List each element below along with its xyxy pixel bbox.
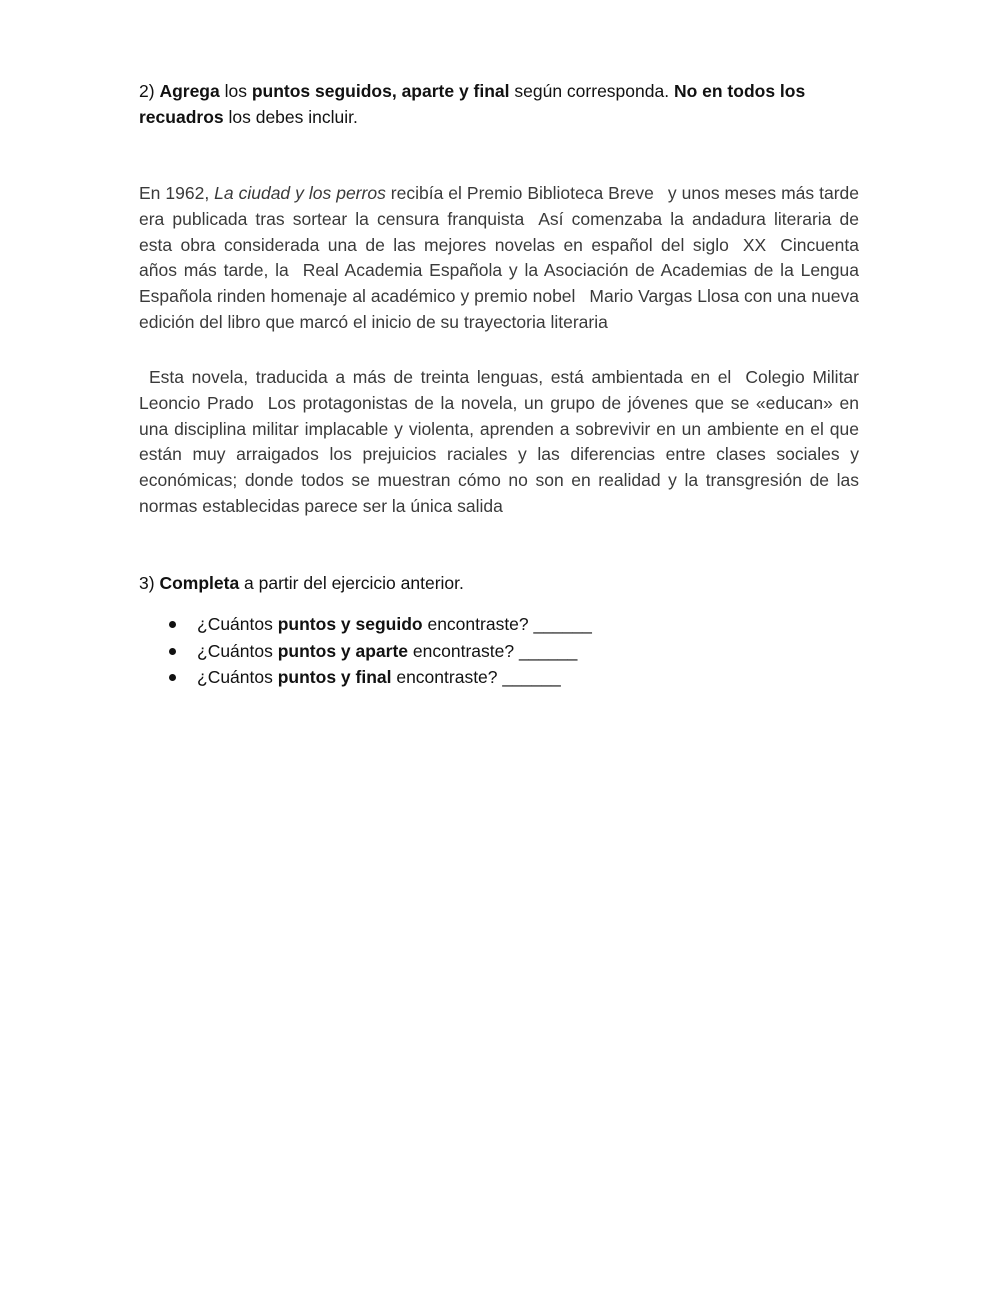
question-bold: puntos y aparte xyxy=(277,640,409,661)
question-text: ¿Cuántos xyxy=(197,614,278,634)
question-2-number: 2) xyxy=(139,81,155,101)
instruction-text: los debes incluir. xyxy=(223,107,358,127)
paragraph-2 xyxy=(139,365,859,520)
paragraph-1 xyxy=(139,181,859,336)
question-answer-blank[interactable]: encontraste? ______ xyxy=(408,640,578,661)
list-item xyxy=(160,664,592,691)
paragraph-text: Mario Vargas Llosa con una nueva edición del libro que marcó el inicio de su trayectoria literaria xyxy=(139,286,859,332)
list-item xyxy=(160,638,592,665)
question-2-instruction xyxy=(139,78,819,130)
paragraph-text: y unos meses más tarde era publicada tras sortear la censura franquista xyxy=(139,183,859,229)
paragraph-text: XX xyxy=(742,234,767,255)
bullet-icon xyxy=(169,648,176,655)
paragraph-text: Real Academia Española y la Asociación de Academias de la Lengua Española rinden homenaje al académico y premio nobel xyxy=(139,260,859,307)
question-bold: puntos y seguido xyxy=(277,614,423,634)
question-answer-blank[interactable]: encontraste? ______ xyxy=(422,614,592,634)
instruction-text: los xyxy=(219,81,252,101)
bullet-icon xyxy=(169,621,176,628)
instruction-bold-agrega: Agrega xyxy=(159,81,220,101)
bullet-icon xyxy=(169,674,176,681)
instruction-text: a partir del ejercicio anterior. xyxy=(239,573,464,593)
instruction-bold-puntos: puntos seguidos, aparte y final xyxy=(251,81,510,101)
paragraph-text: Así comenzaba la andadura literaria de esta obra considerada una de las mejores novelas en español del siglo xyxy=(139,208,859,255)
question-answer-blank[interactable]: encontraste? ______ xyxy=(391,667,561,687)
question-list xyxy=(160,611,592,691)
paragraph-text: recibía el Premio Biblioteca Breve xyxy=(385,183,654,203)
paragraph-text: En 1962, xyxy=(139,183,215,203)
paragraph-text: Cincuenta años más tarde, la xyxy=(139,234,859,281)
book-title: La ciudad y los perros xyxy=(214,183,386,203)
question-3-instruction xyxy=(139,570,464,596)
list-item xyxy=(160,611,592,638)
question-bold: puntos y final xyxy=(277,667,392,687)
paragraph-text: Colegio Militar Leoncio Prado xyxy=(139,367,859,413)
question-text: ¿Cuántos xyxy=(197,640,278,661)
paragraph-text: Esta novela, traducida a más de treinta lenguas, está ambientada en el xyxy=(149,367,732,387)
paragraph-text: Los protagonistas de la novela, un grupo de jóvenes que se «educan» en una disciplina militar implacable y violenta, aprenden a sobrevivir en un ambiente en el que están muy arraigados los prejuicios raciales y las diferencias entre clases sociales y económicas; donde todos se muestran cómo no son en realidad y la transgresión de las normas establecidas parece ser la única salida xyxy=(139,392,859,516)
question-3-number: 3) xyxy=(139,573,155,593)
instruction-bold-completa: Completa xyxy=(159,573,240,593)
instruction-bold-note: No en todos los recuadros xyxy=(139,81,806,127)
instruction-text: según corresponda. xyxy=(509,81,674,101)
question-text: ¿Cuántos xyxy=(197,667,278,687)
